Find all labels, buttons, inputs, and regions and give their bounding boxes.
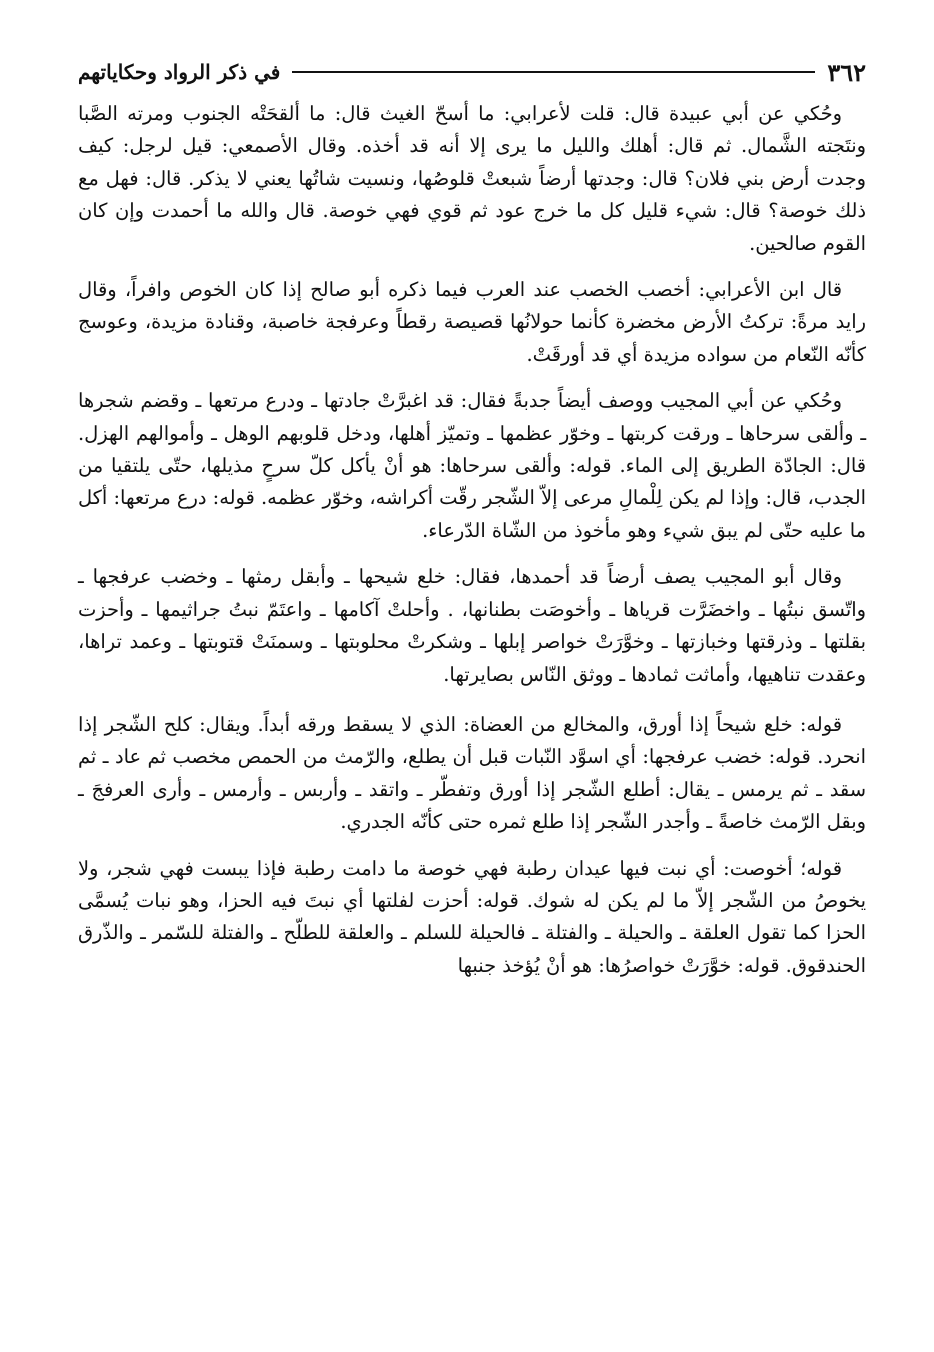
- paragraph: قوله؛ أخوصت: أي نبت فيها عيدان رطبة فهي خوصة ما دامت رطبة فإذا يبست فهي شجر، ولا يخوصُ من الشّجر إلاّ ما لم يكن له شوك. قوله: أحزت لفلتها أي نبتَ فيه الحزا، وهو نبات يُسمَّى الحزا كما تقول العلقة ـ والحيلة ـ والفتلة ـ فالحيلة للسلم ـ والعلقة للطلّح ـ والفتلة للسّمر ـ والذّرق الحندقوق. قوله: خوَّرَتْ خواصرُها: هو أنْ يُؤخذ جنبها: [78, 856, 866, 977]
- paragraph: قال ابن الأعرابي: أخصب الخصب عند العرب فيما ذكره أبو صالح إذا كان الخوص وافراً، وقال رايد مرةً: تركتُ الأرض مخضرة كأنما حولانُها قصيصة رقطاً وعرفجة خاصبة، وقنادة مزيدة، وعوسج كأنّه النّعام من سواده مزيدة أي قد أورقَتْ.: [78, 278, 866, 366]
- page-header: [78, 50, 866, 94]
- header-rule: [292, 71, 815, 73]
- paragraph: قوله: خلع شيحاً إذا أورق، والمخالع من العضاة: الذي لا يسقط ورقه أبداً. ويقال: كلح الشّجر إذا انحرد. قوله: خضب عرفجها: أي اسوَّد النّبات قبل أن يطلع، والرّمث من الحمص مخصب ثم عاد ـ ثم سقد ـ ثم يرمس ـ يقال: أطلع الشّجر إذا أورق وتفطّر ـ واتقد ـ وأربس ـ وأرمس ـ وأرى العرفجَ ـ وبقل الرّمث خاصةً ـ وأجدر الشّجر إذا طلع ثمره حتى كأنّه الجدري.: [78, 712, 867, 834]
- page-number: ٣٦٢: [827, 57, 866, 87]
- paragraph: وحُكي عن أبي عبيدة قال: قلت لأعرابي: ما أسحّ الغيث قال: ما ألقحَتْه الجنوب ومرته الصَّبا ونتَجته الشَّمال. ثم قال: أهلك والليل ما يرى إلا أنه قد أخذه. وقال الأصمعي: قيل لرجل: كيف وجدت أرض بني فلان؟ قال: وجدتها أرضاً شبعتْ قلوصُها، ونسيت شاتُها يعني لا يذكر. قال: فهل مع ذلك خوصة؟ قال: شيء قليل كل ما خرج عود ثم قوي فهي خوصة. قال والله ما أحمدت وإن كان القوم صالحين.: [78, 102, 866, 255]
- running-title: في ذكر الرواد وحكاياتهم: [78, 60, 281, 84]
- body-text: [78, 98, 866, 982]
- book-page: [78, 50, 866, 996]
- paragraph: وقال أبو المجيب يصف أرضاً قد أحمدها، فقال: خلع شيحها ـ وأبقل رمثها ـ وخضب عرفجها ـ واتّسق نبتُها ـ واخضَرَّت قرياها ـ وأخوصَت بطنانها، . وأحلتْ آكامها ـ واعتَمّ نبتُ جراثيمها ـ وأحزت بقلتها ـ وذرقتها وخبازتها ـ وخوَّرَتْ خواصر إبلها ـ وشكرتْ محلوبتها ـ وسمنَتْ قتوبتها ـ وعمد تراها، وعقدت تناهيها، وأماثت ثمادها ـ ووثق النّاس بصايرتها.: [78, 565, 866, 686]
- paragraph: وحُكي عن أبي المجيب ووصف أيضاً جدبةً فقال: قد اغبرَّتْ جادتها ـ ودرع مرتعها ـ وقضم شجرها ـ وألقى سرحاها ـ ورقت كربتها ـ وخوّر عظمها ـ وتميّز أهلها، ودخل قلوبهم الوهل ـ وأموالهم الهزل. قال: الجادّة الطريق إلى الماء. قوله: وألقى سرحاها: هو أنْ يأكل كلّ سرحٍ مذيلها، حتّى يلتقيا من الجدب، قال: وإذا لم يكن لِلْمالِ مرعى إلاّ الشّجر رقّت أكراشه، وخوّر عظمه. قوله: درع مرتعها: أكل ما عليه حتّى لم يبق شيء وهو مأخوذ من الشّاة الدّرعاء.: [78, 389, 866, 542]
